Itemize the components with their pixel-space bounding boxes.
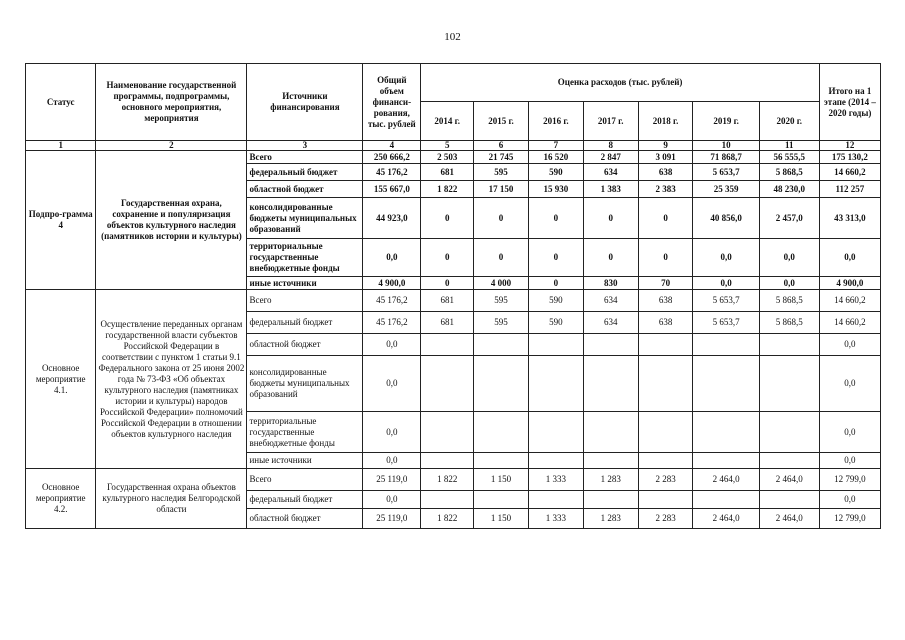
year-value-cell: 2 383 [638,181,693,198]
year-value-cell: 0 [638,198,693,239]
year-value-cell: 595 [474,164,529,181]
year-value-cell: 71 868,7 [693,151,759,164]
year-value-cell [528,453,583,469]
year-value-cell: 634 [583,290,638,312]
funding-source-cell: областной бюджет [247,181,363,198]
year-value-cell [759,491,819,509]
year-value-cell [693,334,759,356]
year-header: 2017 г. [583,102,638,141]
table-body [26,151,881,529]
year-header: 2018 г. [638,102,693,141]
year-value-cell: 5 868,5 [759,164,819,181]
year-value-cell: 5 653,7 [693,290,759,312]
column-number: 5 [421,141,474,151]
year-value-cell [583,356,638,412]
year-value-cell: 25 359 [693,181,759,198]
funding-source-cell: областной бюджет [247,334,363,356]
program-name-cell: Государственная охрана объектов культурного наследия Белгородской области [96,469,247,529]
column-number: 9 [638,141,693,151]
year-value-cell [693,412,759,453]
funding-source-cell: консолидированные бюджеты муниципальных образований [247,356,363,412]
year-value-cell [638,453,693,469]
summary-cell: 4 900,0 [819,277,880,290]
year-value-cell: 0,0 [759,239,819,277]
year-value-cell: 56 555,5 [759,151,819,164]
year-value-cell [638,334,693,356]
year-value-cell: 830 [583,277,638,290]
summary-cell: 0,0 [819,334,880,356]
year-value-cell: 0 [528,277,583,290]
year-value-cell [583,412,638,453]
year-value-cell [583,453,638,469]
year-value-cell: 634 [583,312,638,334]
header-total: Общий объем финанси-рования, тыс. рублей [363,64,421,141]
column-number: 11 [759,141,819,151]
year-value-cell: 590 [528,290,583,312]
year-value-cell [421,334,474,356]
funding-source-cell: федеральный бюджет [247,491,363,509]
year-value-cell: 0 [583,239,638,277]
year-value-cell: 21 745 [474,151,529,164]
year-value-cell: 590 [528,312,583,334]
table-row [26,290,881,312]
year-value-cell [759,356,819,412]
year-value-cell: 0 [474,198,529,239]
funding-source-cell: Всего [247,290,363,312]
year-value-cell: 638 [638,290,693,312]
total-cell: 25 119,0 [363,469,421,491]
year-value-cell [583,334,638,356]
year-value-cell [759,453,819,469]
column-number: 12 [819,141,880,151]
summary-cell: 12 799,0 [819,509,880,529]
funding-source-cell: территориальные государственные внебюджетные фонды [247,412,363,453]
total-cell: 0,0 [363,239,421,277]
budget-table [25,63,881,529]
summary-cell: 175 130,2 [819,151,880,164]
year-value-cell: 1 283 [583,469,638,491]
year-value-cell: 2 464,0 [693,509,759,529]
summary-cell: 14 660,2 [819,164,880,181]
year-value-cell [474,491,529,509]
funding-source-cell: иные источники [247,453,363,469]
year-value-cell [638,491,693,509]
header-sources: Источники финансирования [247,64,363,141]
year-header: 2014 г. [421,102,474,141]
year-value-cell: 40 856,0 [693,198,759,239]
year-value-cell: 1 333 [528,509,583,529]
year-value-cell: 0 [421,277,474,290]
total-cell: 0,0 [363,356,421,412]
year-value-cell: 15 930 [528,181,583,198]
year-value-cell: 2 464,0 [693,469,759,491]
summary-cell: 0,0 [819,453,880,469]
summary-cell: 12 799,0 [819,469,880,491]
year-value-cell: 16 520 [528,151,583,164]
year-value-cell: 590 [528,164,583,181]
header-status: Статус [26,64,96,141]
year-value-cell: 0,0 [693,277,759,290]
summary-cell: 0,0 [819,356,880,412]
year-value-cell: 2 847 [583,151,638,164]
year-value-cell [693,453,759,469]
year-value-cell: 1 822 [421,181,474,198]
year-value-cell [474,453,529,469]
year-value-cell [693,356,759,412]
year-value-cell: 5 868,5 [759,290,819,312]
year-value-cell: 48 230,0 [759,181,819,198]
year-value-cell [421,453,474,469]
year-value-cell: 0 [638,239,693,277]
year-value-cell: 634 [583,164,638,181]
year-value-cell [421,412,474,453]
year-value-cell [759,334,819,356]
year-value-cell [583,491,638,509]
year-value-cell: 2 457,0 [759,198,819,239]
funding-source-cell: иные источники [247,277,363,290]
funding-source-cell: Всего [247,151,363,164]
summary-cell: 43 313,0 [819,198,880,239]
total-cell: 0,0 [363,334,421,356]
year-value-cell: 70 [638,277,693,290]
year-value-cell: 2 503 [421,151,474,164]
year-header: 2019 г. [693,102,759,141]
year-value-cell: 0,0 [693,239,759,277]
total-cell: 4 900,0 [363,277,421,290]
header-estimate: Оценка расходов (тыс. рублей) [421,64,820,102]
year-value-cell [474,334,529,356]
total-cell: 45 176,2 [363,290,421,312]
summary-cell: 0,0 [819,412,880,453]
summary-cell: 0,0 [819,491,880,509]
page-number: 102 [444,31,461,43]
year-header: 2020 г. [759,102,819,141]
year-value-cell: 1 283 [583,509,638,529]
year-value-cell: 0 [583,198,638,239]
total-cell: 44 923,0 [363,198,421,239]
year-value-cell: 0 [421,239,474,277]
program-name-cell: Осуществление переданных органам государственной власти субъектов Российской Федерации в соответствии с пунктом 1 статьи 9.1 Федерального закона от 25 июня 2002 года № 73-ФЗ «Об объектах культурного наследия (памятниках истории и культуры) народов Российской Федерации» полномочий Российской Федерации в отношении объектов культурного наследия [96,290,247,469]
total-cell: 0,0 [363,491,421,509]
year-value-cell: 595 [474,312,529,334]
funding-source-cell: областной бюджет [247,509,363,529]
year-value-cell: 17 150 [474,181,529,198]
year-value-cell: 1 333 [528,469,583,491]
total-cell: 45 176,2 [363,312,421,334]
program-name-cell: Государственная охрана, сохранение и популяризация объектов культурного наследия (памятников истории и культуры) [96,151,247,290]
year-value-cell [474,412,529,453]
summary-cell: 0,0 [819,239,880,277]
year-value-cell: 4 000 [474,277,529,290]
year-value-cell: 5 868,5 [759,312,819,334]
year-value-cell: 0,0 [759,277,819,290]
year-value-cell: 1 383 [583,181,638,198]
funding-source-cell: федеральный бюджет [247,312,363,334]
year-value-cell: 638 [638,164,693,181]
status-cell: Основное мероприятие 4.1. [26,290,96,469]
status-cell: Подпро-грамма 4 [26,151,96,290]
year-value-cell: 0 [421,198,474,239]
year-header: 2015 г. [474,102,529,141]
header-summary: Итого на 1 этапе (2014 – 2020 годы) [819,64,880,141]
total-cell: 0,0 [363,412,421,453]
funding-source-cell: консолидированные бюджеты муниципальных образований [247,198,363,239]
column-number: 7 [528,141,583,151]
year-value-cell [421,356,474,412]
year-value-cell: 1 150 [474,469,529,491]
year-value-cell: 681 [421,312,474,334]
table-row [26,151,881,164]
year-value-cell [638,356,693,412]
year-value-cell: 2 283 [638,509,693,529]
year-value-cell: 2 464,0 [759,509,819,529]
year-value-cell [421,491,474,509]
year-value-cell: 2 283 [638,469,693,491]
total-cell: 25 119,0 [363,509,421,529]
year-value-cell: 0 [474,239,529,277]
year-value-cell: 595 [474,290,529,312]
year-value-cell: 0 [528,198,583,239]
year-value-cell [528,491,583,509]
year-value-cell: 681 [421,164,474,181]
total-cell: 155 667,0 [363,181,421,198]
funding-source-cell: территориальные государственные внебюджетные фонды [247,239,363,277]
summary-cell: 14 660,2 [819,290,880,312]
header-name: Наименование государственной программы, подпрограммы, основного мероприятия, мероприятия [96,64,247,141]
year-value-cell: 5 653,7 [693,164,759,181]
year-value-cell: 1 150 [474,509,529,529]
table-row [26,469,881,491]
year-value-cell: 638 [638,312,693,334]
column-number: 3 [247,141,363,151]
funding-source-cell: Всего [247,469,363,491]
year-value-cell: 681 [421,290,474,312]
year-value-cell: 3 091 [638,151,693,164]
summary-cell: 112 257 [819,181,880,198]
total-cell: 250 666,2 [363,151,421,164]
column-number: 6 [474,141,529,151]
total-cell: 0,0 [363,453,421,469]
year-header: 2016 г. [528,102,583,141]
year-value-cell [759,412,819,453]
year-value-cell [638,412,693,453]
column-number: 8 [583,141,638,151]
year-value-cell [528,356,583,412]
total-cell: 45 176,2 [363,164,421,181]
column-number: 10 [693,141,759,151]
funding-source-cell: федеральный бюджет [247,164,363,181]
year-value-cell: 2 464,0 [759,469,819,491]
year-value-cell: 5 653,7 [693,312,759,334]
column-number: 1 [26,141,96,151]
summary-cell: 14 660,2 [819,312,880,334]
year-value-cell: 1 822 [421,469,474,491]
status-cell: Основное мероприятие 4.2. [26,469,96,529]
year-value-cell [528,334,583,356]
year-value-cell [528,412,583,453]
year-value-cell [474,356,529,412]
year-value-cell: 0 [528,239,583,277]
year-value-cell: 1 822 [421,509,474,529]
column-number: 2 [96,141,247,151]
year-value-cell [693,491,759,509]
column-number: 4 [363,141,421,151]
